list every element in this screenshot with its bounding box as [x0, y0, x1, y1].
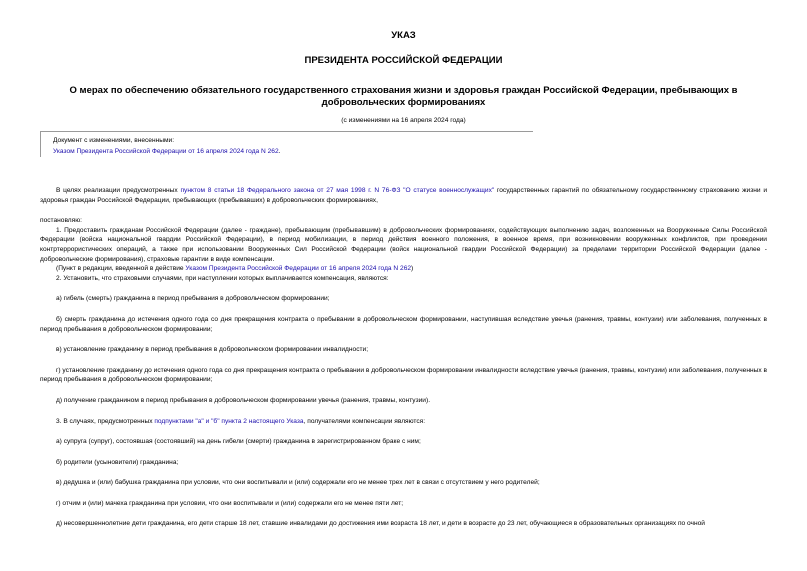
item-3b: б) родители (усыновители) гражданина; [56, 458, 179, 466]
revision-note: (с изменениями на 16 апреля 2024 года) [341, 117, 466, 124]
item-2b: б) смерть гражданина до истечения одного года со дня прекращения контракта о пребывании в добровольческом формировании, наступившая вследствие увечья (ранения, травмы, контузии) или заболевания, полученных в период пребывания в добровольческом формировании; [40, 315, 767, 333]
paragraph-1: 1. Предоставить гражданам Российской Федерации (далее - граждане), пребывающим (пребывавшим) в добровольческих формированиях, содействующих выполнению задач, возложенных на Вооруженные Силы Российской Федерации (войска национальной гвардии Российской Федерации), в период мобилизации, в период действия военного положения, в военное время, при возникновении вооруженных конфликтов, при проведении контртеррористических операций, а также при использовании Вооруженных Сил Российской Федерации (войск национальной гвардии Российской Федерации) за пределами территории Российской Федерации (далее - добровольческие формирования), страховые гарантии в виде компенсации. [40, 226, 767, 263]
item-3g: г) отчим и (или) мачеха гражданина при условии, что они воспитывали и (или) содержали его не менее пяти лет; [56, 499, 404, 507]
intro-post: государственных гарантий по обязательному государственному страхованию жизни и здоровья граждан Российской Федерации, пребывающих (пребывавших) в добровольческих формированиях, [40, 187, 767, 204]
item-3a: а) супруга (супруг), состоявшая (состоявший) на день гибели (смерти) гражданина в зарегистрированном браке с ним; [56, 438, 421, 446]
item-2v: в) установление гражданину в период пребывания в добровольческом формировании инвалидности; [56, 346, 369, 354]
intro-law-link[interactable]: пунктом 8 статьи 18 Федерального закона от 27 мая 1998 г. N 76-ФЗ "О статусе военнослужащих" [180, 187, 495, 194]
paragraph-2: 2. Установить, что страховыми случаями, при наступлении которых выплачивается компенсация, являются: [56, 274, 389, 282]
p3-pre: 3. В случаях, предусмотренных [56, 417, 155, 425]
decree-heading: О мерах по обеспечению обязательного государственного страхования жизни и здоровья граждан Российской Федерации, пребывающих в добровольческих формированиях [69, 85, 738, 108]
amendment-label: Документ с изменениями, внесенными: [53, 137, 175, 144]
edit-post: ) [411, 265, 414, 273]
amendment-note [40, 131, 533, 157]
item-2g: г) установление гражданину до истечения одного года со дня прекращения контракта о пребывании в добровольческом формировании инвалидности вследствие увечья (ранения, травмы, контузии) или заболевания, полученных в период пребывания в добровольческом формировании; [40, 366, 767, 384]
paragraph-3 [40, 417, 767, 427]
paragraph-1-edit [40, 264, 767, 274]
edit-pre: (Пункт в редакции, введенной в действие [56, 265, 186, 273]
intro-paragraph [40, 186, 767, 205]
p3-post: , получателями компенсации являются: [303, 417, 426, 425]
item-2a: а) гибель (смерть) гражданина в период пребывания в добровольческом формировании; [56, 295, 330, 303]
item-3v: в) дедушка и (или) бабушка гражданина при условии, что они воспитывали и (или) содержали его не менее трех лет в связи с отсутствием у него родителей; [56, 479, 540, 487]
decree-subtitle: ПРЕЗИДЕНТА РОССИЙСКОЙ ФЕДЕРАЦИИ [304, 55, 503, 66]
item-3d: д) несовершеннолетние дети гражданина, его дети старше 18 лет, ставшие инвалидами до достижения ими возраста 18 лет, и дети в возрасте до 23 лет, обучающиеся в образовательных организациях по очной [56, 520, 705, 528]
document-body [40, 186, 767, 529]
decree-word: постановляю: [40, 217, 83, 225]
p3-link[interactable]: подпунктами "а" и "б" пункта 2 настоящего Указа [154, 417, 304, 425]
edit-link[interactable]: Указом Президента Российской Федерации от 16 апреля 2024 года N 262 [185, 265, 412, 273]
amendment-link[interactable]: Указом Президента Российской Федерации от 16 апреля 2024 года N 262 [53, 148, 279, 155]
intro-pre: В целях реализации предусмотренных [56, 187, 181, 194]
amendment-link-suffix: . [278, 148, 281, 155]
item-2d: д) получение гражданином в период пребывания в добровольческом формировании увечья (ранения, травмы, контузии). [56, 396, 431, 404]
decree-title: УКАЗ [391, 30, 416, 41]
